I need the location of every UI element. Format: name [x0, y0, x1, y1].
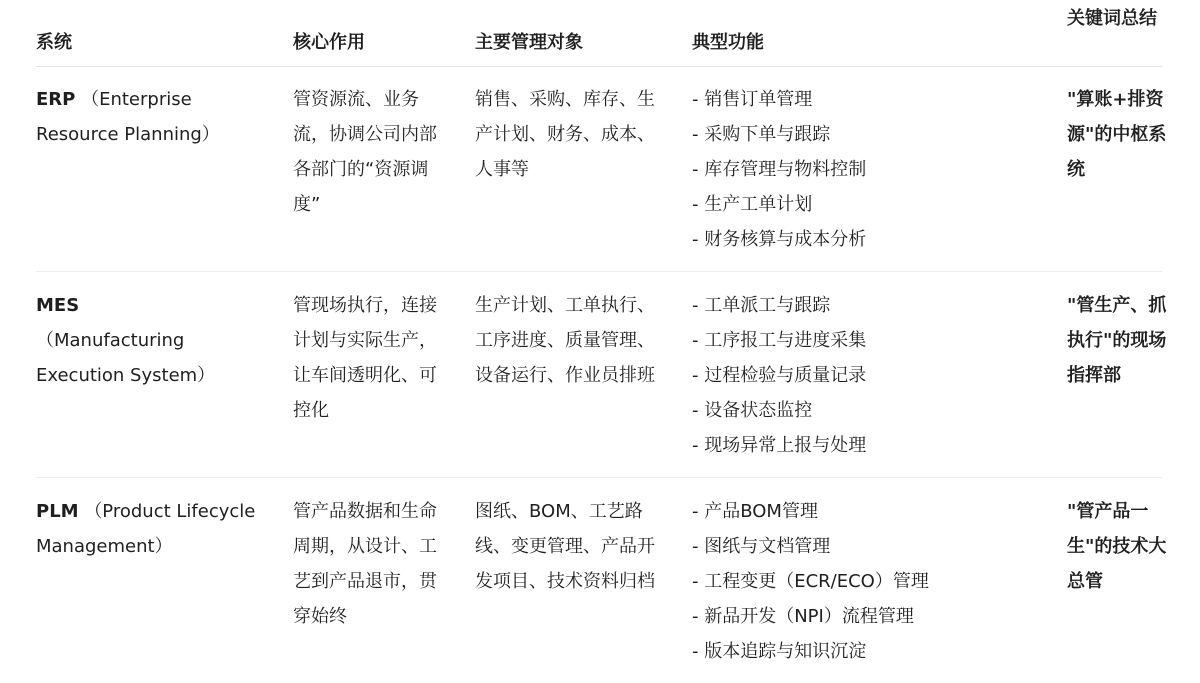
core-role-cell: 管现场执行，连接计划与实际生产，让车间透明化、可控化 — [293, 295, 437, 421]
header-managed-objects: 主要管理对象 — [475, 32, 583, 53]
header-core-role: 核心作用 — [293, 32, 365, 53]
system-abbr: PLM — [36, 501, 79, 522]
function-item: - 设备状态监控 — [692, 400, 813, 421]
header-system: 系统 — [36, 32, 72, 53]
function-item: - 图纸与文档管理 — [692, 536, 831, 557]
function-item: - 工序报工与进度采集 — [692, 330, 867, 351]
function-item: - 财务核算与成本分析 — [692, 229, 867, 250]
header-keyword-summary: 关键词总结 — [1067, 8, 1157, 29]
managed-objects-cell: 图纸、BOM、工艺路线、变更管理、产品开发项目、技术资料归档 — [475, 501, 655, 592]
system-abbr: ERP — [36, 89, 76, 110]
function-item: - 工单派工与跟踪 — [692, 295, 831, 316]
function-item: - 版本追踪与知识沉淀 — [692, 641, 867, 662]
functions-cell — [692, 494, 1052, 669]
system-full-name: （Manufacturing Execution System） — [36, 330, 216, 386]
keyword-cell: "算账+排资源"的中枢系统 — [1067, 89, 1167, 180]
header-typical-functions: 典型功能 — [692, 32, 764, 53]
core-role-cell: 管资源流、业务流，协调公司内部各部门的“资源调度” — [293, 89, 437, 215]
function-item: - 采购下单与跟踪 — [692, 124, 831, 145]
keyword-cell: "管产品一生"的技术大总管 — [1067, 501, 1167, 592]
table-row-erp — [36, 66, 1167, 272]
core-role-cell: 管产品数据和生命周期，从设计、工艺到产品退市，贯穿始终 — [293, 501, 437, 627]
function-item: - 工程变更（ECR/ECO）管理 — [692, 571, 929, 592]
function-item: - 新品开发（NPI）流程管理 — [692, 606, 914, 627]
system-cell — [36, 82, 276, 152]
table-row-mes — [36, 272, 1167, 478]
function-item: - 销售订单管理 — [692, 89, 813, 110]
system-cell — [36, 494, 276, 564]
function-item: - 现场异常上报与处理 — [692, 435, 867, 456]
managed-objects-cell: 销售、采购、库存、生产计划、财务、成本、人事等 — [475, 89, 655, 180]
keyword-cell: "管生产、抓执行"的现场指挥部 — [1067, 295, 1167, 386]
function-item: - 过程检验与质量记录 — [692, 365, 867, 386]
system-cell — [36, 288, 276, 393]
system-full-name: （Product Lifecycle Management） — [36, 501, 256, 557]
system-abbr: MES — [36, 295, 80, 316]
function-item: - 生产工单计划 — [692, 194, 813, 215]
function-item: - 库存管理与物料控制 — [692, 159, 867, 180]
table-row-plm — [36, 478, 1167, 683]
system-full-name: （Enterprise Resource Planning） — [36, 89, 220, 145]
table-header — [36, 0, 1162, 67]
functions-cell — [692, 82, 1052, 257]
managed-objects-cell: 生产计划、工单执行、工序进度、质量管理、设备运行、作业员排班 — [475, 295, 655, 386]
function-item: - 产品BOM管理 — [692, 501, 818, 522]
functions-cell — [692, 288, 1052, 463]
